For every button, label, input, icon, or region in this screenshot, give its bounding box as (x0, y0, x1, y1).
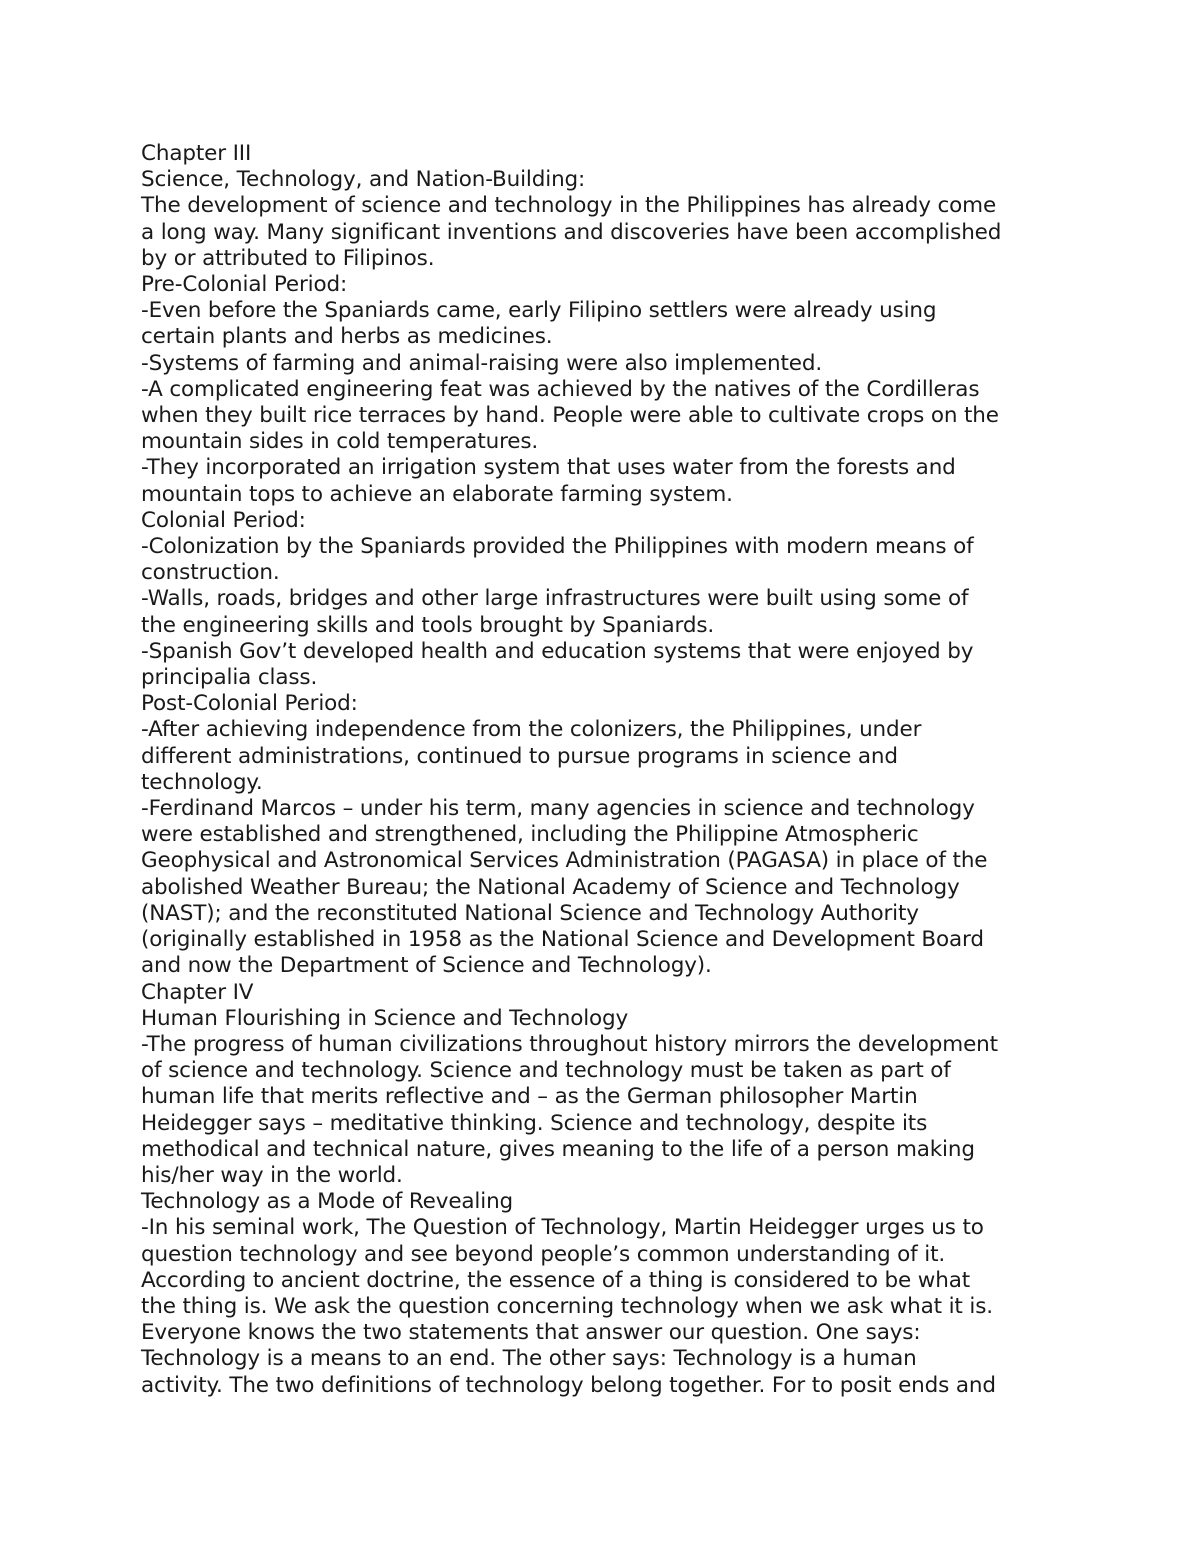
text-line: different administrations, continued to pursue programs in science and (141, 743, 898, 769)
text-line: construction. (141, 560, 280, 586)
text-line: The development of science and technology in the Philippines has already come (141, 193, 997, 219)
section-heading: Post-Colonial Period: (141, 691, 358, 717)
text-line: -Walls, roads, bridges and other large infrastructures were built using some of (141, 586, 969, 612)
chapter-heading: Chapter IV (141, 979, 254, 1005)
text-line: his/her way in the world. (141, 1162, 403, 1188)
text-line: technology. (141, 769, 263, 795)
text-line: Geophysical and Astronomical Services Administration (PAGASA) in place of the (141, 848, 988, 874)
text-line: the thing is. We ask the question concerning technology when we ask what it is. (141, 1293, 993, 1319)
text-line: -A complicated engineering feat was achieved by the natives of the Cordilleras (141, 376, 980, 402)
text-line: -Spanish Gov’t developed health and education systems that were enjoyed by (141, 638, 974, 664)
text-line: According to ancient doctrine, the essence of a thing is considered to be what (141, 1267, 971, 1293)
text-line: -Colonization by the Spaniards provided the Philippines with modern means of (141, 534, 974, 560)
text-line: Everyone knows the two statements that answer our question. One says: (141, 1320, 921, 1346)
text-line: methodical and technical nature, gives meaning to the life of a person making (141, 1136, 975, 1162)
text-line: were established and strengthened, including the Philippine Atmospheric (141, 822, 919, 848)
text-line: -In his seminal work, The Question of Technology, Martin Heidegger urges us to (141, 1215, 984, 1241)
text-line: Technology is a means to an end. The other says: Technology is a human (141, 1346, 917, 1372)
text-line: -Systems of farming and animal-raising were also implemented. (141, 350, 823, 376)
text-line: the engineering skills and tools brought by Spaniards. (141, 612, 715, 638)
text-line: and now the Department of Science and Technology). (141, 953, 712, 979)
text-line: principalia class. (141, 665, 318, 691)
text-line: question technology and see beyond people’s common understanding of it. (141, 1241, 946, 1267)
text-line: -After achieving independence from the colonizers, the Philippines, under (141, 717, 922, 743)
text-line: -Even before the Spaniards came, early Filipino settlers were already using (141, 298, 937, 324)
text-line: abolished Weather Bureau; the National Academy of Science and Technology (141, 874, 960, 900)
text-line: (NAST); and the reconstituted National Science and Technology Authority (141, 900, 919, 926)
text-line: when they built rice terraces by hand. People were able to cultivate crops on the (141, 403, 999, 429)
text-line: of science and technology. Science and technology must be taken as part of (141, 1058, 951, 1084)
section-title: Science, Technology, and Nation-Building: (141, 167, 586, 193)
text-line: mountain sides in cold temperatures. (141, 429, 539, 455)
section-heading: Colonial Period: (141, 507, 306, 533)
document-page (141, 141, 1066, 1399)
text-line: mountain tops to achieve an elaborate farming system. (141, 481, 733, 507)
text-line: (originally established in 1958 as the National Science and Development Board (141, 927, 984, 953)
text-line: -The progress of human civilizations throughout history mirrors the development (141, 1031, 998, 1057)
section-heading: Pre-Colonial Period: (141, 272, 348, 298)
text-line: a long way. Many significant inventions and discoveries have been accomplished (141, 219, 1002, 245)
text-line: certain plants and herbs as medicines. (141, 324, 553, 350)
section-title: Human Flourishing in Science and Technology (141, 1005, 629, 1031)
text-line: Heidegger says – meditative thinking. Science and technology, despite its (141, 1110, 928, 1136)
text-line: -Ferdinand Marcos – under his term, many agencies in science and technology (141, 796, 975, 822)
text-line: -They incorporated an irrigation system that uses water from the forests and (141, 455, 956, 481)
section-heading: Technology as a Mode of Revealing (141, 1189, 514, 1215)
text-line: human life that merits reflective and – as the German philosopher Martin (141, 1084, 918, 1110)
text-line: by or attributed to Filipinos. (141, 245, 435, 271)
text-line: activity. The two definitions of technology belong together. For to posit ends and (141, 1372, 996, 1398)
chapter-heading: Chapter III (141, 141, 252, 166)
